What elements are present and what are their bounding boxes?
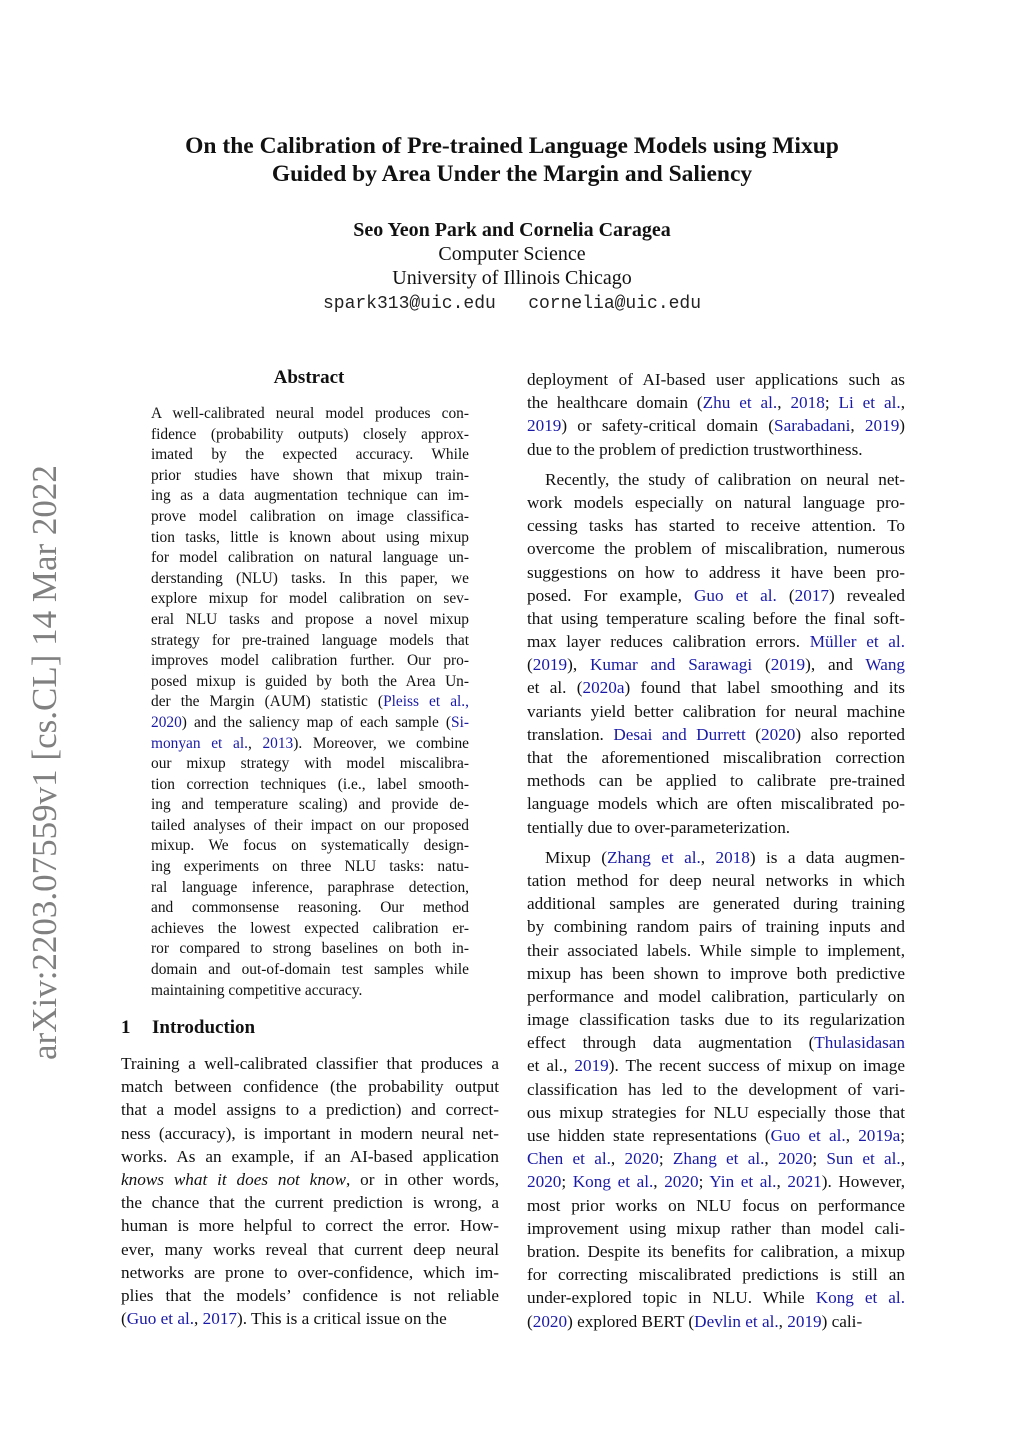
- intro-line: ever, many works reveal that current deep neural: [121, 1239, 499, 1259]
- paragraph-line: under-explored topic in NLU. While Kong et al.: [527, 1288, 905, 1308]
- introduction-left-column: [121, 1052, 499, 1330]
- paragraph-line: effect through data augmentation (Thulasidasan: [527, 1033, 905, 1053]
- paragraph-line: image classification tasks due to its regularization: [527, 1010, 905, 1030]
- paragraph-line: (2019), Kumar and Sarawagi (2019), and Wang: [527, 655, 906, 675]
- abstract-line: 2020) and the saliency map of each sample (Si-: [151, 713, 469, 731]
- paragraph-line: for correcting miscalibrated predictions is still an: [527, 1265, 905, 1285]
- affiliation-department: Computer Science: [438, 243, 586, 265]
- paragraph-line: et al., 2019). The recent success of mixup on image: [527, 1056, 905, 1076]
- paragraph-line: by combining random pairs of training inputs and: [527, 917, 905, 937]
- abstract-line: ing experiments on three NLU tasks: natu-: [151, 858, 469, 876]
- abstract-line: ral language inference, paraphrase detection,: [151, 878, 469, 896]
- paragraph-line: bration. Despite its benefits for calibration, a mixup: [527, 1241, 905, 1261]
- section-heading-introduction: [121, 1016, 255, 1040]
- abstract-line: imated by the expected accuracy. While: [151, 446, 469, 464]
- paragraph-gap: [527, 839, 905, 846]
- paragraph-line: Recently, the study of calibration on neural net-: [545, 469, 905, 489]
- abstract-line: and commonsense reasoning. Our method: [151, 899, 469, 917]
- paragraph-line: mixup has been shown to improve both predictive: [527, 963, 905, 983]
- paragraph-line: use hidden state representations (Guo et al., 2019a;: [527, 1126, 905, 1145]
- paper-title: [120, 132, 904, 188]
- intro-line: Training a well-calibrated classifier that produces a: [121, 1054, 499, 1073]
- author-block: [120, 218, 904, 316]
- paragraph-line: 2019) or safety-critical domain (Sarabadani, 2019): [527, 416, 906, 436]
- paragraph-line: due to the problem of prediction trustworthiness.: [527, 439, 863, 459]
- author-emails[interactable]: spark313@uic.edu cornelia@uic.edu: [322, 294, 702, 314]
- abstract-line: achieves the lowest expected calibration er-: [151, 919, 469, 937]
- paragraph-line: that using temperature scaling before the final soft-: [527, 608, 905, 628]
- affiliation-university: University of Illinois Chicago: [392, 267, 632, 289]
- paragraph-line: Chen et al., 2020; Zhang et al., 2020; Sun et al.,: [527, 1149, 906, 1169]
- intro-line: works. As an example, if an AI-based application: [121, 1146, 499, 1166]
- arxiv-identifier: arXiv:2203.07559v1 [cs.CL] 14 Mar 2022: [25, 465, 64, 1060]
- intro-line: knows what it does not know, or in other words,: [121, 1169, 499, 1189]
- paragraph-line: (2020) explored BERT (Devlin et al., 2019) cali-: [527, 1311, 863, 1331]
- abstract-line: strategy for pre-trained language models that: [151, 631, 469, 649]
- paragraph-line: Mixup (Zhang et al., 2018) is a data augmen-: [545, 847, 906, 867]
- paragraph-line: tentially due to over-parameterization.: [527, 817, 791, 837]
- paragraph-line: et al. (2020a) found that label smoothing and its: [527, 678, 905, 698]
- abstract-body: [151, 404, 469, 1001]
- intro-line: the chance that the current prediction is wrong, a: [121, 1193, 499, 1213]
- paragraph-line: posed. For example, Guo et al. (2017) revealed: [527, 585, 905, 605]
- paragraph-line: that the aforementioned miscalibration correction: [527, 748, 905, 767]
- abstract-line: maintaining competitive accuracy.: [151, 981, 363, 999]
- intro-line: human is more helpful to correct the error. How-: [121, 1216, 499, 1236]
- paragraph-line: language models which are often miscalibrated po-: [527, 794, 905, 814]
- paragraph-line: ous mixup strategies for NLU especially those that: [527, 1102, 905, 1122]
- abstract-line: improves model calibration further. Our pro-: [151, 652, 469, 670]
- title-line: Guided by Area Under the Margin and Saliency: [271, 161, 753, 187]
- paragraph-line: methods can be applied to calibrate pre-trained: [527, 771, 905, 791]
- paragraph-line: cessing tasks has started to receive attention. To: [527, 516, 905, 536]
- paragraph-line: deployment of AI-based user applications such as: [527, 370, 905, 389]
- title-line: On the Calibration of Pre-trained Language Models using Mixup: [185, 133, 839, 159]
- paragraph-gap: [527, 461, 905, 468]
- intro-line: match between confidence (the probability output: [121, 1077, 499, 1097]
- abstract-line: prove model calibration on image classifica-: [151, 507, 469, 525]
- abstract-line: derstanding (NLU) tasks. In this paper, we: [151, 569, 469, 587]
- paragraph-line: their associated labels. While simple to implement,: [527, 940, 905, 960]
- abstract-line: fidence (probability outputs) closely approx-: [151, 425, 469, 443]
- intro-line: plies that the models’ confidence is not reliable: [121, 1285, 499, 1305]
- abstract-line: ing as a data augmentation technique can im-: [151, 487, 469, 505]
- paragraph-line: work models especially on natural language pro-: [527, 492, 905, 512]
- abstract-line: posed mixup is guided by both the Area Un-: [151, 672, 469, 690]
- paragraph-line: max layer reduces calibration errors. Müller et al.: [527, 632, 905, 652]
- abstract-line: tion correction techniques (i.e., label smooth-: [151, 775, 469, 793]
- paragraph-line: 2020; Kong et al., 2020; Yin et al., 2021). However,: [527, 1172, 905, 1192]
- abstract-line: A well-calibrated neural model produces con-: [151, 405, 469, 422]
- abstract-line: ing and temperature scaling) and provide de-: [151, 796, 469, 814]
- abstract-line: explore mixup for model calibration on sev-: [151, 590, 469, 608]
- paragraph-line: overcome the problem of miscalibration, numerous: [527, 539, 905, 559]
- abstract-line: tailed analyses of their impact on our proposed: [151, 816, 469, 834]
- intro-line: (Guo et al., 2017). This is a critical issue on the: [121, 1309, 447, 1329]
- abstract-line: eral NLU tasks and propose a novel mixup: [151, 610, 469, 628]
- intro-line: ness (accuracy), is important in modern neural net-: [121, 1123, 499, 1143]
- author-names: Seo Yeon Park and Cornelia Caragea: [353, 219, 671, 241]
- abstract-line: monyan et al., 2013). Moreover, we combine: [151, 734, 470, 752]
- section-number: 1: [121, 1017, 131, 1038]
- paragraph-line: suggestions on how to address it have been pro-: [527, 562, 905, 582]
- intro-line: that a model assigns to a prediction) and correct-: [121, 1100, 499, 1120]
- abstract-heading: Abstract: [273, 367, 345, 388]
- abstract-line: prior studies have shown that mixup train-: [151, 466, 469, 484]
- section-title: Introduction: [152, 1017, 256, 1038]
- abstract-line: domain and out-of-domain test samples while: [151, 961, 469, 979]
- paragraph-line: performance and model calibration, particularly on: [527, 986, 905, 1006]
- paragraph-line: the healthcare domain (Zhu et al., 2018; Li et al.,: [527, 393, 905, 413]
- paragraph-line: improvement using mixup rather than model cali-: [527, 1218, 905, 1238]
- abstract-line: for model calibration on natural language un-: [151, 549, 469, 567]
- paragraph-line: translation. Desai and Durrett (2020) also reported: [527, 724, 905, 744]
- abstract-line: der the Margin (AUM) statistic (Pleiss et al.,: [151, 693, 469, 711]
- right-column: [527, 368, 905, 1333]
- abstract-line: mixup. We focus on systematically design-: [151, 837, 469, 855]
- abstract-line: our mixup strategy with model miscalibra-: [151, 755, 469, 773]
- intro-line: networks are prone to over-confidence, which im-: [121, 1262, 499, 1282]
- paragraph-line: tation method for deep neural networks in which: [527, 870, 905, 890]
- paragraph-line: additional samples are generated during training: [527, 894, 905, 914]
- abstract-line: ror compared to strong baselines on both in-: [151, 940, 469, 958]
- paragraph-line: most prior works on NLU focus on performance: [527, 1195, 905, 1215]
- paragraph-line: variants yield better calibration for neural machine: [527, 701, 905, 721]
- abstract-line: tion tasks, little is known about using mixup: [151, 528, 469, 546]
- paragraph-line: classification has led to the development of vari-: [527, 1079, 905, 1099]
